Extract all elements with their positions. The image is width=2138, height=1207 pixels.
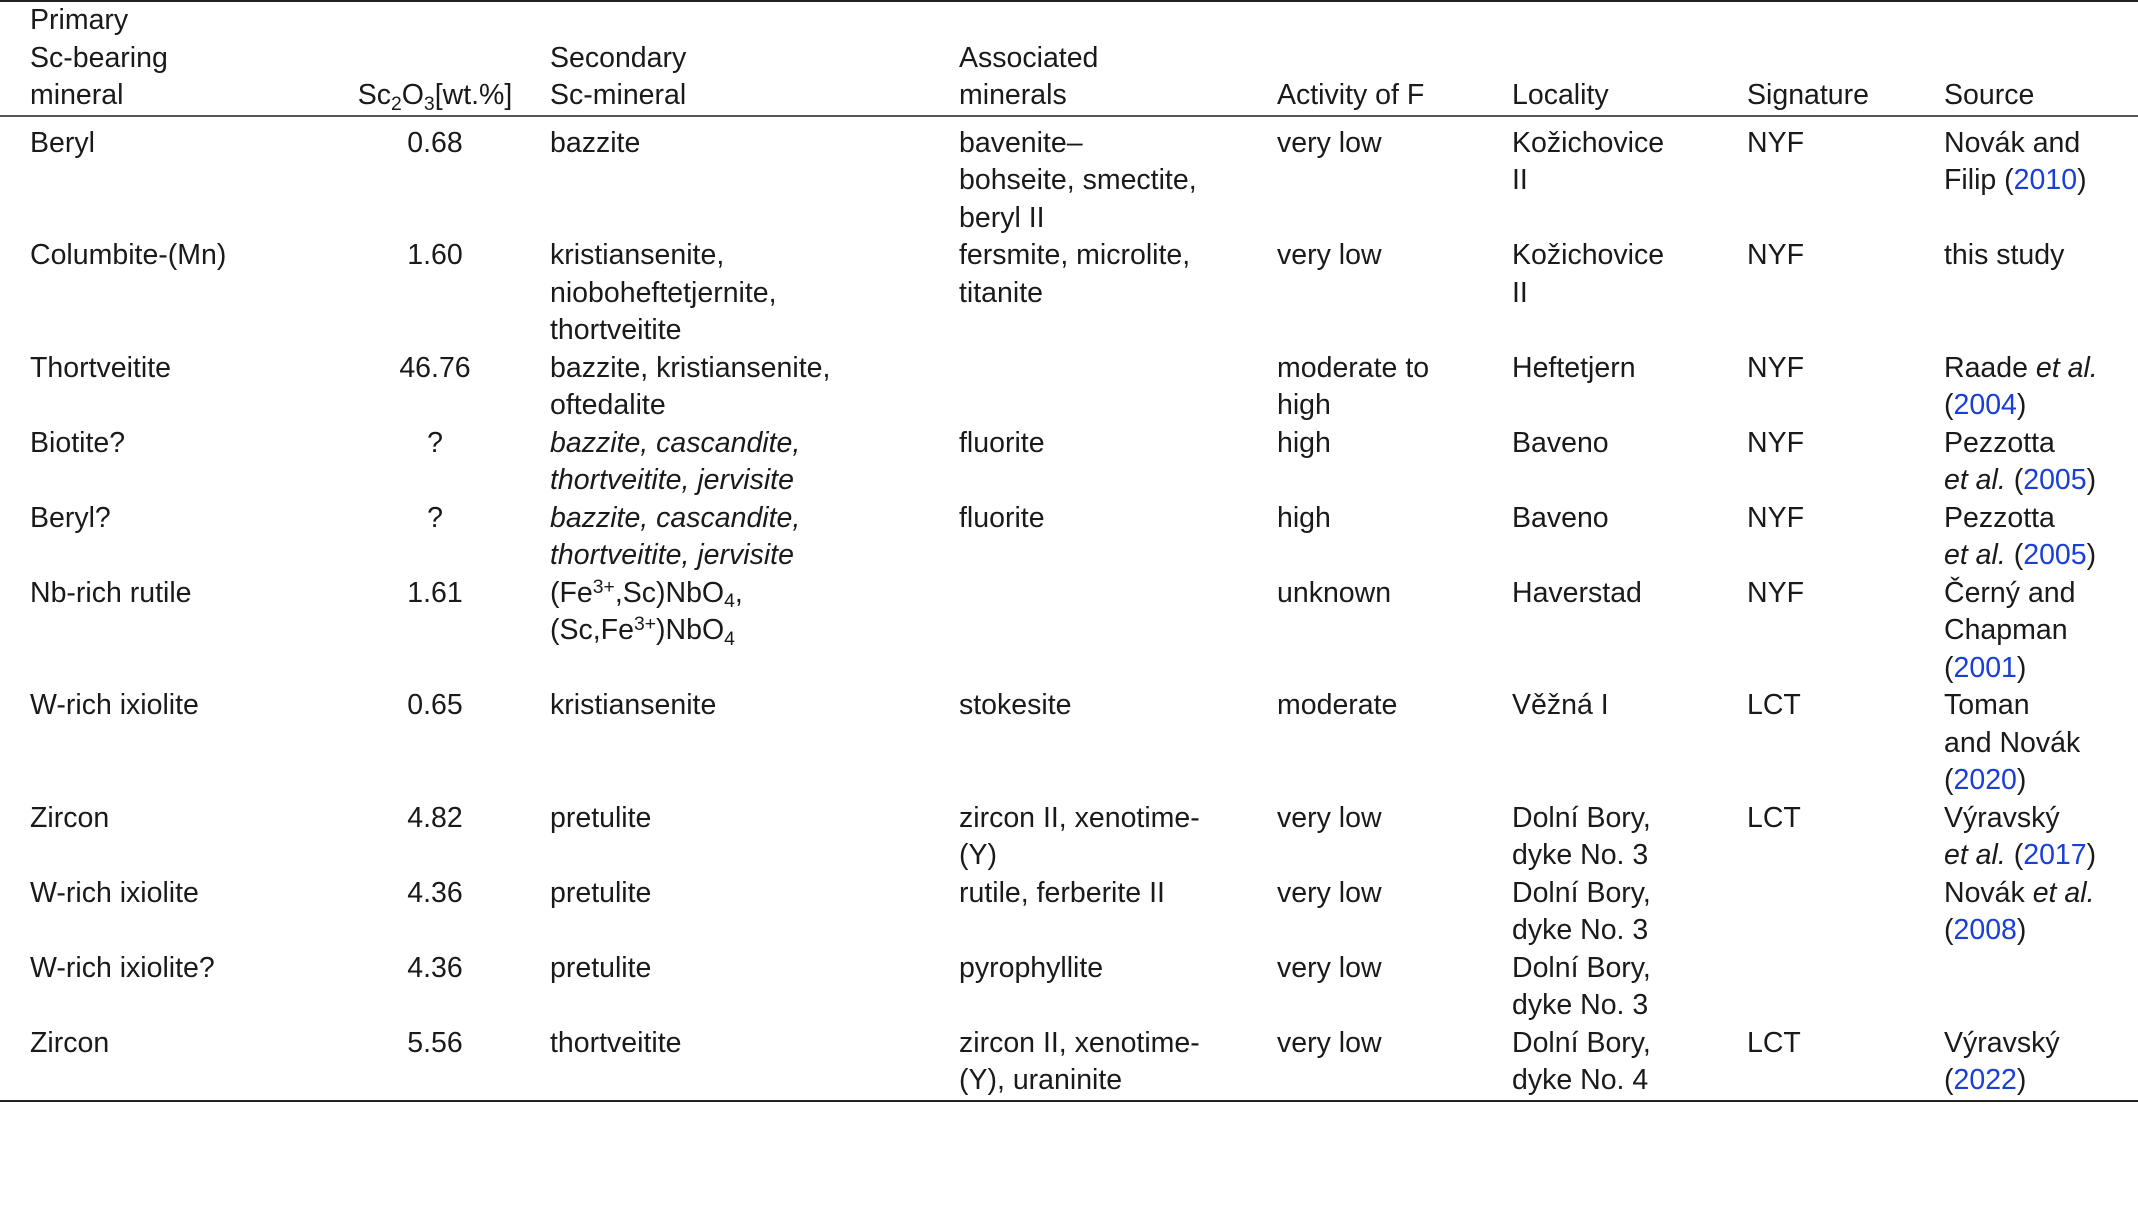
cell-sc2o3: 0.68 xyxy=(407,126,463,159)
cell-sc2o3: 0.65 xyxy=(407,689,463,721)
citation-link[interactable]: 2005 xyxy=(2023,464,2087,496)
cell-associated xyxy=(959,350,1277,425)
table-row xyxy=(0,500,2138,575)
header-secondary-mineral: Secondary Sc-mineral xyxy=(550,41,687,111)
cell-associated xyxy=(959,575,1277,688)
cell-locality: Heftetjern xyxy=(1512,351,1636,384)
header-sc2o3: $Sc_2O_3[wt.\%]$ xyxy=(357,79,513,115)
cell-associated: stokesite xyxy=(959,689,1072,721)
cell-secondary: pretulite xyxy=(550,801,652,834)
table-row xyxy=(0,875,2138,950)
cell-source: Výravský (2022) xyxy=(1944,1026,2060,1096)
cell-locality: Dolní Bory, dyke No. 3 xyxy=(1512,876,1651,946)
cell-secondary: pretulite xyxy=(550,876,652,909)
header-locality: Locality xyxy=(1512,79,1609,111)
cell-secondary: kristiansenite xyxy=(550,689,717,721)
cell-secondary: kristiansenite, nioboheftetjernite, thortveitite xyxy=(550,239,777,346)
cell-activity: high xyxy=(1277,501,1331,534)
cell-source: Toman and Novák (2020) xyxy=(1944,689,2081,796)
citation-link[interactable]: 2001 xyxy=(1953,651,2017,684)
cell-source: Pezzotta et al. (2005) xyxy=(1944,501,2097,571)
cell-secondary: bazzite, cascandite, thortveitite, jervisite xyxy=(550,426,801,496)
cell-source: this study xyxy=(1944,239,2065,271)
cell-primary: Beryl? xyxy=(30,501,111,534)
cell-associated: bavenite– bohseite, smectite, beryl II xyxy=(959,126,1197,234)
cell-associated: zircon II, xenotime- (Y), uraninite xyxy=(959,1026,1200,1096)
cell-activity: very low xyxy=(1277,126,1382,159)
cell-associated: fersmite, microlite, titanite xyxy=(959,239,1191,309)
cell-source: Novák et al. (2008) xyxy=(1944,876,2095,946)
cell-signature: NYF xyxy=(1747,576,1804,609)
cell-activity: very low xyxy=(1277,876,1382,909)
cell-primary: Beryl xyxy=(30,126,95,159)
cell-sc2o3: 4.82 xyxy=(407,801,463,834)
table-row xyxy=(0,800,2138,875)
header-source: Source xyxy=(1944,79,2035,111)
cell-sc2o3: 46.76 xyxy=(399,351,471,384)
cell-signature: LCT xyxy=(1747,801,1801,834)
cell-signature: NYF xyxy=(1747,239,1804,271)
cell-locality: Dolní Bory, dyke No. 3 xyxy=(1512,801,1651,871)
cell-activity: very low xyxy=(1277,1026,1382,1059)
cell-primary: Zircon xyxy=(30,801,110,834)
table-row xyxy=(0,116,2138,238)
table-row xyxy=(0,575,2138,688)
cell-activity: very low xyxy=(1277,951,1382,984)
cell-signature xyxy=(1747,875,1944,950)
header-row xyxy=(0,1,2138,116)
citation-link[interactable]: 2004 xyxy=(1953,389,2017,421)
table-row xyxy=(0,350,2138,425)
cell-sc2o3: ? xyxy=(427,501,443,534)
cell-source: Raade et al. (2004) xyxy=(1944,351,2098,421)
citation-link[interactable]: 2010 xyxy=(2013,164,2078,196)
cell-primary: Zircon xyxy=(30,1026,110,1059)
citation-link[interactable]: 2022 xyxy=(1953,1064,2017,1096)
cell-signature: LCT xyxy=(1747,689,1801,721)
cell-source: Pezzotta et al. (2005) xyxy=(1944,426,2097,496)
cell-activity: high xyxy=(1277,426,1331,459)
table-header xyxy=(0,1,2138,116)
cell-primary: W-rich ixiolite xyxy=(30,876,199,909)
cell-activity: very low xyxy=(1277,801,1382,834)
cell-locality: Kožichovice II xyxy=(1512,239,1665,309)
cell-primary: W-rich ixiolite xyxy=(30,689,199,721)
cell-secondary: bazzite xyxy=(550,126,641,159)
table-row xyxy=(0,425,2138,500)
citation-link[interactable]: 2020 xyxy=(1953,764,2017,796)
cell-source: Výravský et al. (2017) xyxy=(1944,801,2097,871)
cell-associated: pyrophyllite xyxy=(959,951,1104,984)
table-row xyxy=(0,950,2138,1025)
cell-locality: Dolní Bory, dyke No. 4 xyxy=(1512,1026,1651,1096)
cell-signature xyxy=(1747,950,1944,1025)
cell-locality: Kožichovice II xyxy=(1512,126,1665,196)
header-activity-f: Activity of F xyxy=(1277,79,1425,111)
header-associated-minerals: Associated minerals xyxy=(959,41,1099,111)
cell-source: Černý and Chapman (2001) xyxy=(1944,576,2076,684)
cell-sc2o3: 4.36 xyxy=(407,951,463,984)
cell-signature: NYF xyxy=(1747,126,1804,159)
cell-sc2o3: 5.56 xyxy=(407,1026,463,1059)
cell-associated: zircon II, xenotime- (Y) xyxy=(959,801,1200,871)
table-row xyxy=(0,1025,2138,1101)
cell-activity: moderate xyxy=(1277,689,1398,721)
cell-activity: unknown xyxy=(1277,576,1392,609)
cell-signature: LCT xyxy=(1747,1026,1801,1059)
table-body xyxy=(0,116,2138,1101)
cell-activity: moderate to high xyxy=(1277,351,1430,421)
citation-link[interactable]: 2008 xyxy=(1953,914,2017,946)
cell-locality: Baveno xyxy=(1512,501,1609,534)
cell-secondary: $(Fe^{3+},Sc)NbO_4$, $(Sc,Fe^{3+})NbO_4$ xyxy=(550,575,743,650)
cell-locality: Baveno xyxy=(1512,426,1609,459)
cell-signature: NYF xyxy=(1747,351,1804,384)
header-primary-mineral: Primary Sc-bearing mineral xyxy=(30,4,168,111)
cell-associated: fluorite xyxy=(959,501,1045,534)
cell-locality: Dolní Bory, dyke No. 3 xyxy=(1512,951,1651,1021)
header-signature: Signature xyxy=(1747,79,1870,111)
citation-link[interactable]: 2017 xyxy=(2023,839,2087,871)
cell-primary: Thortveitite xyxy=(30,351,171,384)
table-row xyxy=(0,237,2138,350)
cell-secondary: bazzite, cascandite, thortveitite, jervisite xyxy=(550,501,801,571)
cell-associated: rutile, ferberite II xyxy=(959,876,1165,909)
cell-sc2o3: 4.36 xyxy=(407,876,463,909)
cell-primary: W-rich ixiolite? xyxy=(30,951,215,984)
cell-secondary: pretulite xyxy=(550,951,652,984)
cell-primary: Biotite? xyxy=(30,426,126,459)
table-row xyxy=(0,687,2138,800)
cell-locality: Věžná I xyxy=(1512,689,1609,721)
cell-sc2o3: 1.60 xyxy=(407,239,463,271)
cell-sc2o3: ? xyxy=(427,426,443,459)
cell-source xyxy=(1944,950,2138,1025)
cell-source: Novák and Filip (2010) xyxy=(1944,126,2087,196)
cell-primary: Nb-rich rutile xyxy=(30,576,192,609)
cell-secondary: thortveitite xyxy=(550,1026,682,1059)
cell-activity: very low xyxy=(1277,239,1382,271)
cell-sc2o3: 1.61 xyxy=(407,576,463,609)
cell-associated: fluorite xyxy=(959,426,1045,459)
cell-signature: NYF xyxy=(1747,501,1804,534)
cell-secondary: bazzite, kristiansenite, oftedalite xyxy=(550,351,831,421)
citation-link[interactable]: 2005 xyxy=(2023,539,2087,571)
cell-primary: Columbite-(Mn) xyxy=(30,239,227,271)
cell-locality: Haverstad xyxy=(1512,576,1642,609)
cell-signature: NYF xyxy=(1747,426,1804,459)
